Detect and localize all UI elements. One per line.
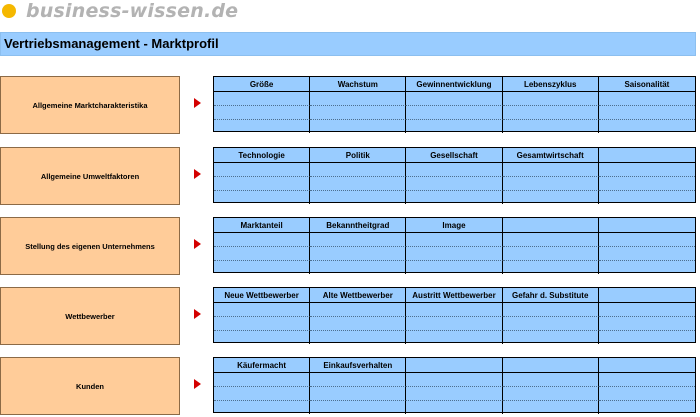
column-header: Einkaufsverhalten — [310, 358, 406, 373]
column-header: Gesellschaft — [406, 148, 502, 163]
input-cell[interactable] — [503, 233, 599, 247]
arrow-right-icon — [194, 309, 201, 319]
input-cell[interactable] — [599, 331, 695, 344]
input-cell[interactable] — [503, 373, 599, 387]
section-grid — [213, 287, 696, 343]
column-header: Gesamtwirtschaft — [503, 148, 599, 163]
column-header — [599, 148, 695, 163]
column-header — [503, 358, 599, 373]
input-cell[interactable] — [503, 331, 599, 344]
section-grid — [213, 357, 696, 413]
column-header: Gefahr d. Substitute — [503, 288, 599, 303]
input-cell[interactable] — [310, 387, 406, 401]
input-cell[interactable] — [503, 303, 599, 317]
input-cell[interactable] — [503, 163, 599, 177]
column-header: Käufermacht — [214, 358, 310, 373]
section-4 — [0, 357, 700, 415]
input-cell[interactable] — [406, 401, 502, 414]
section-label: Allgemeine Umweltfaktoren — [40, 171, 140, 181]
input-cell[interactable] — [503, 92, 599, 106]
input-cell[interactable] — [599, 247, 695, 261]
input-cell[interactable] — [406, 191, 502, 204]
section-label-box — [0, 287, 180, 345]
input-cell[interactable] — [503, 120, 599, 133]
input-cell[interactable] — [214, 233, 310, 247]
input-cell[interactable] — [503, 106, 599, 120]
column-header: Technologie — [214, 148, 310, 163]
input-cell[interactable] — [406, 317, 502, 331]
input-cell[interactable] — [310, 233, 406, 247]
column-header: Wachstum — [310, 77, 406, 92]
section-grid — [213, 147, 696, 203]
site-logo-text[interactable]: business-wissen.de — [26, 0, 239, 22]
input-cell[interactable] — [406, 331, 502, 344]
page-title: Vertriebsmanagement - Marktprofil — [4, 36, 219, 51]
column-header — [406, 358, 502, 373]
input-cell[interactable] — [406, 303, 502, 317]
input-cell[interactable] — [406, 177, 502, 191]
column-header: Lebenszyklus — [503, 77, 599, 92]
section-label-box — [0, 217, 180, 275]
column-header: Marktanteil — [214, 218, 310, 233]
input-cell[interactable] — [406, 373, 502, 387]
input-cell[interactable] — [599, 233, 695, 247]
input-cell[interactable] — [503, 191, 599, 204]
section-label: Stellung des eigenen Unternehmens — [25, 241, 155, 251]
input-cell[interactable] — [214, 317, 310, 331]
section-0 — [0, 76, 700, 134]
input-cell[interactable] — [214, 303, 310, 317]
input-cell[interactable] — [214, 120, 310, 133]
input-cell[interactable] — [599, 120, 695, 133]
input-cell[interactable] — [310, 261, 406, 274]
input-cell[interactable] — [214, 177, 310, 191]
input-cell[interactable] — [310, 92, 406, 106]
input-cell[interactable] — [310, 303, 406, 317]
input-cell[interactable] — [310, 106, 406, 120]
section-label: Allgemeine Marktcharakteristika — [32, 100, 148, 110]
input-cell[interactable] — [310, 317, 406, 331]
input-cell[interactable] — [503, 261, 599, 274]
input-cell[interactable] — [214, 401, 310, 414]
arrow-right-icon — [194, 98, 201, 108]
input-cell[interactable] — [599, 191, 695, 204]
section-2 — [0, 217, 700, 275]
input-cell[interactable] — [406, 233, 502, 247]
page-title-bar — [0, 32, 696, 56]
input-cell[interactable] — [310, 120, 406, 133]
column-header — [599, 288, 695, 303]
section-3 — [0, 287, 700, 345]
column-header: Größe — [214, 77, 310, 92]
input-cell[interactable] — [310, 373, 406, 387]
input-cell[interactable] — [406, 163, 502, 177]
input-cell[interactable] — [503, 177, 599, 191]
input-cell[interactable] — [214, 387, 310, 401]
input-cell[interactable] — [310, 331, 406, 344]
arrow-right-icon — [194, 239, 201, 249]
section-grid — [213, 217, 696, 273]
input-cell[interactable] — [310, 191, 406, 204]
column-header: Politik — [310, 148, 406, 163]
input-cell[interactable] — [310, 177, 406, 191]
input-cell[interactable] — [406, 247, 502, 261]
column-header: Image — [406, 218, 502, 233]
site-header — [0, 0, 700, 26]
arrow-right-icon — [194, 169, 201, 179]
input-cell[interactable] — [310, 401, 406, 414]
input-cell[interactable] — [214, 106, 310, 120]
column-header — [599, 358, 695, 373]
input-cell[interactable] — [503, 401, 599, 414]
input-cell[interactable] — [214, 261, 310, 274]
input-cell[interactable] — [214, 331, 310, 344]
column-header: Austritt Wettbewerber — [406, 288, 502, 303]
input-cell[interactable] — [406, 106, 502, 120]
input-cell[interactable] — [599, 106, 695, 120]
column-header — [503, 218, 599, 233]
section-label-box — [0, 147, 180, 205]
input-cell[interactable] — [214, 247, 310, 261]
section-label: Wettbewerber — [65, 311, 115, 321]
input-cell[interactable] — [406, 92, 502, 106]
input-cell[interactable] — [310, 163, 406, 177]
input-cell[interactable] — [599, 92, 695, 106]
section-grid — [213, 76, 696, 132]
input-cell[interactable] — [599, 401, 695, 414]
input-cell[interactable] — [599, 261, 695, 274]
input-cell[interactable] — [310, 247, 406, 261]
column-header: Alte Wettbewerber — [310, 288, 406, 303]
column-header: Bekanntheitgrad — [310, 218, 406, 233]
column-header — [599, 218, 695, 233]
input-cell[interactable] — [214, 163, 310, 177]
column-header: Saisonalität — [599, 77, 695, 92]
input-cell[interactable] — [503, 317, 599, 331]
input-cell[interactable] — [214, 92, 310, 106]
section-label: Kunden — [76, 381, 104, 391]
input-cell[interactable] — [599, 373, 695, 387]
input-cell[interactable] — [214, 373, 310, 387]
input-cell[interactable] — [214, 191, 310, 204]
input-cell[interactable] — [406, 120, 502, 133]
input-cell[interactable] — [599, 387, 695, 401]
section-label-box — [0, 357, 180, 415]
logo-dot-icon — [2, 4, 16, 18]
input-cell[interactable] — [599, 163, 695, 177]
section-1 — [0, 147, 700, 205]
arrow-right-icon — [194, 379, 201, 389]
input-cell[interactable] — [406, 261, 502, 274]
input-cell[interactable] — [503, 387, 599, 401]
column-header: Gewinnentwicklung — [406, 77, 502, 92]
input-cell[interactable] — [503, 247, 599, 261]
column-header: Neue Wettbewerber — [214, 288, 310, 303]
input-cell[interactable] — [599, 317, 695, 331]
input-cell[interactable] — [599, 303, 695, 317]
input-cell[interactable] — [406, 387, 502, 401]
section-label-box — [0, 76, 180, 134]
input-cell[interactable] — [599, 177, 695, 191]
